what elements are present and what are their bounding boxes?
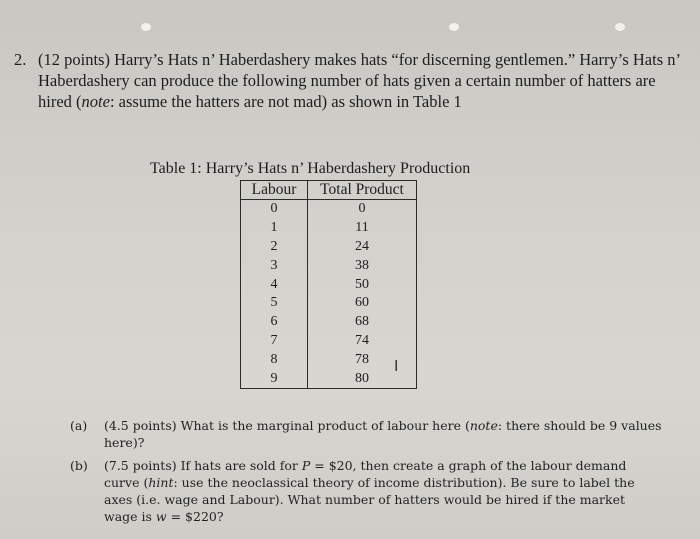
table-row: [241, 294, 417, 313]
table-row: [241, 313, 417, 332]
labour-cell: 7: [241, 332, 308, 351]
camera-glare-dot: [449, 23, 459, 31]
labour-cell: 8: [241, 350, 308, 369]
question-text: (12 points) Harry’s Hats n’ Haberdashery makes hats “for discerning gentlemen.” Harry’s Hats n’ Haberdashery can produce the following number of hats given a certain number of hatters are hired (note: assume the hatters are not mad) as shown in Table 1: [38, 50, 680, 111]
total-product-cell: 74: [308, 332, 417, 351]
table-row: [241, 200, 417, 219]
labour-cell: 5: [241, 294, 308, 313]
table-row: [241, 256, 417, 275]
column-header-labour: Labour: [241, 181, 308, 200]
subquestion-b: (b) (7.5 points) If hats are sold for P = $20, then create a graph of the labour demand curve (hint: use the neoclassical theory of income distribution). Be sure to label the axes (i.e. wage and Labour). What number of hatters would be hired if the market wage is w = $220?: [70, 458, 635, 524]
subquestion-a: (a) (4.5 points) What is the marginal product of labour here (note: there should be 9 values here)?: [70, 418, 662, 450]
question-number: 2.: [14, 50, 27, 69]
question-2: [14, 49, 686, 112]
text-cursor-icon: I: [394, 357, 399, 375]
total-product-cell: 24: [308, 238, 417, 257]
labour-cell: 9: [241, 369, 308, 388]
total-product-cell: 38: [308, 256, 417, 275]
subquestion-label: (b): [70, 458, 88, 473]
total-product-cell: 68: [308, 313, 417, 332]
total-product-cell: 60: [308, 294, 417, 313]
table-row: [241, 350, 417, 369]
table-row: [241, 332, 417, 351]
table-caption: Table 1: Harry’s Hats n’ Haberdashery Production: [150, 160, 471, 177]
labour-cell: 4: [241, 275, 308, 294]
labour-cell: 3: [241, 256, 308, 275]
total-product-cell: 11: [308, 219, 417, 238]
camera-glare-dot: [141, 23, 151, 31]
total-product-cell: 0: [308, 200, 417, 219]
table-row: [241, 275, 417, 294]
subquestion-label: (a): [70, 418, 88, 433]
column-header-total-product: Total Product: [308, 181, 417, 200]
camera-glare-dot: [615, 23, 625, 31]
total-product-cell: 50: [308, 275, 417, 294]
labour-cell: 6: [241, 313, 308, 332]
labour-cell: 0: [241, 200, 308, 219]
table-row: [241, 238, 417, 257]
labour-cell: 2: [241, 238, 308, 257]
table-header-row: [241, 181, 417, 200]
total-product-cell: 80: [308, 369, 417, 388]
labour-cell: 1: [241, 219, 308, 238]
production-table: [240, 180, 417, 389]
total-product-cell: 78: [308, 350, 417, 369]
table-row: [241, 219, 417, 238]
table-row: [241, 369, 417, 388]
